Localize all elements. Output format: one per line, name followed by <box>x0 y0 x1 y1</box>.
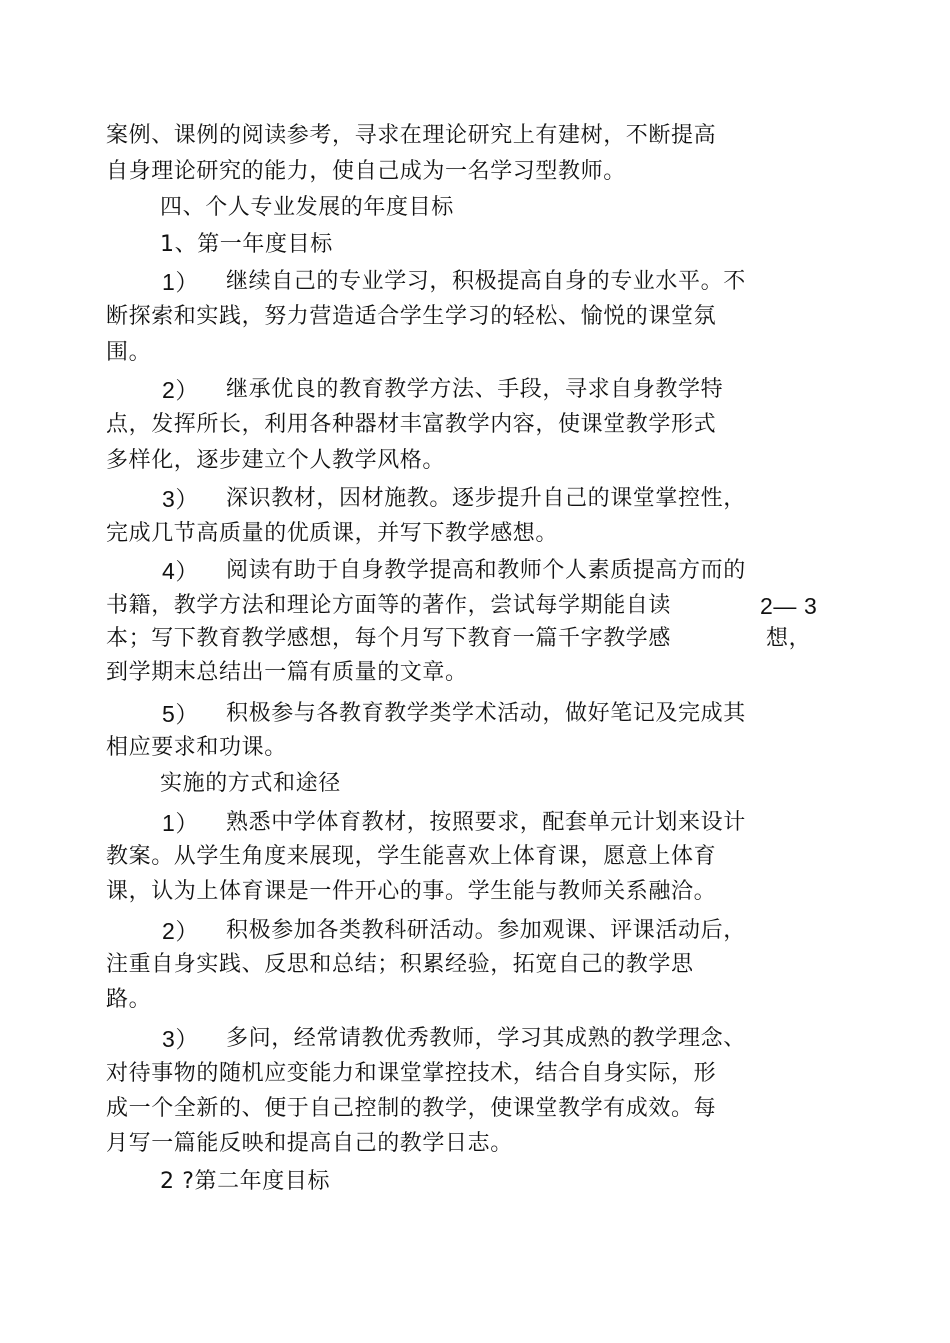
paragraph-line: 月写一篇能反映和提高自己的教学日志。 <box>106 1131 513 1156</box>
paragraph-line: 完成几节高质量的优质课，并写下教学感想。 <box>106 521 559 546</box>
item-number: 3） <box>162 486 199 512</box>
paragraph-line: 相应要求和功课。 <box>106 735 287 760</box>
item-number: 1） <box>162 269 199 295</box>
paragraph-line: 围。 <box>106 340 152 365</box>
paragraph-line: 对待事物的随机应变能力和课堂掌控技术，结合自身实际，形 <box>106 1061 717 1086</box>
paragraph-line: 继承优良的教育教学方法、手段，寻求自身教学特 <box>226 377 724 402</box>
item-number: 2） <box>162 918 199 944</box>
paragraph-line: 教案。从学生角度来展现，学生能喜欢上体育课，愿意上体育 <box>106 844 717 869</box>
range-value: 2— 3 <box>760 593 818 619</box>
paragraph-line: 自身理论研究的能力，使自己成为一名学习型教师。 <box>106 159 626 184</box>
paragraph-line: 断探索和实践，努力营造适合学生学习的轻松、愉悦的课堂氛 <box>106 304 717 329</box>
paragraph-line: 熟悉中学体育教材，按照要求，配套单元计划来设计 <box>226 810 746 835</box>
section-heading: 四、个人专业发展的年度目标 <box>160 195 454 220</box>
paragraph-line: 点，发挥所长，利用各种器材丰富教学内容，使课堂教学形式 <box>106 412 717 437</box>
subsection-heading: 实施的方式和途径 <box>160 771 341 796</box>
subsection-heading: 1、第一年度目标 <box>160 232 333 257</box>
paragraph-fragment: 想， <box>766 626 812 651</box>
paragraph-line: 阅读有助于自身教学提高和教师个人素质提高方而的 <box>226 558 746 583</box>
subsection-heading: 2 ?第二年度目标 <box>160 1169 331 1194</box>
paragraph-line: 到学期末总结出一篇有质量的文章。 <box>106 660 468 685</box>
item-number: 2） <box>162 377 199 403</box>
item-number: 5） <box>162 701 199 727</box>
paragraph-line: 注重自身实践、反思和总结；积累经验，拓宽自己的教学思 <box>106 952 694 977</box>
item-number: 4） <box>162 558 199 584</box>
paragraph-line: 深识教材，因材施教。逐步提升自己的课堂掌控性， <box>226 486 746 511</box>
paragraph-line: 本；写下教育教学感想，每个月写下教育一篇千字教学感 <box>106 626 672 651</box>
paragraph-line: 继续自己的专业学习，积极提高自身的专业水平。不 <box>226 269 746 294</box>
paragraph-line: 案例、课例的阅读参考，寻求在理论研究上有建树，不断提高 <box>106 123 717 148</box>
paragraph-line: 成一个全新的、便于自己控制的教学，使课堂教学有成效。每 <box>106 1096 717 1121</box>
paragraph-line: 多样化，逐步建立个人教学风格。 <box>106 448 446 473</box>
paragraph-line: 积极参加各类教科研活动。参加观课、评课活动后， <box>226 918 746 943</box>
paragraph-line: 课，认为上体育课是一件开心的事。学生能与教师关系融洽。 <box>106 879 717 904</box>
item-number: 1） <box>162 810 199 836</box>
item-number: 3） <box>162 1026 199 1052</box>
paragraph-line: 路。 <box>106 987 152 1012</box>
paragraph-line: 多问，经常请教优秀教师，学习其成熟的教学理念、 <box>226 1026 746 1051</box>
paragraph-line: 积极参与各教育教学类学术活动，做好笔记及完成其 <box>226 701 746 726</box>
paragraph-line: 书籍，教学方法和理论方面等的著作，尝试每学期能自读 <box>106 593 672 618</box>
